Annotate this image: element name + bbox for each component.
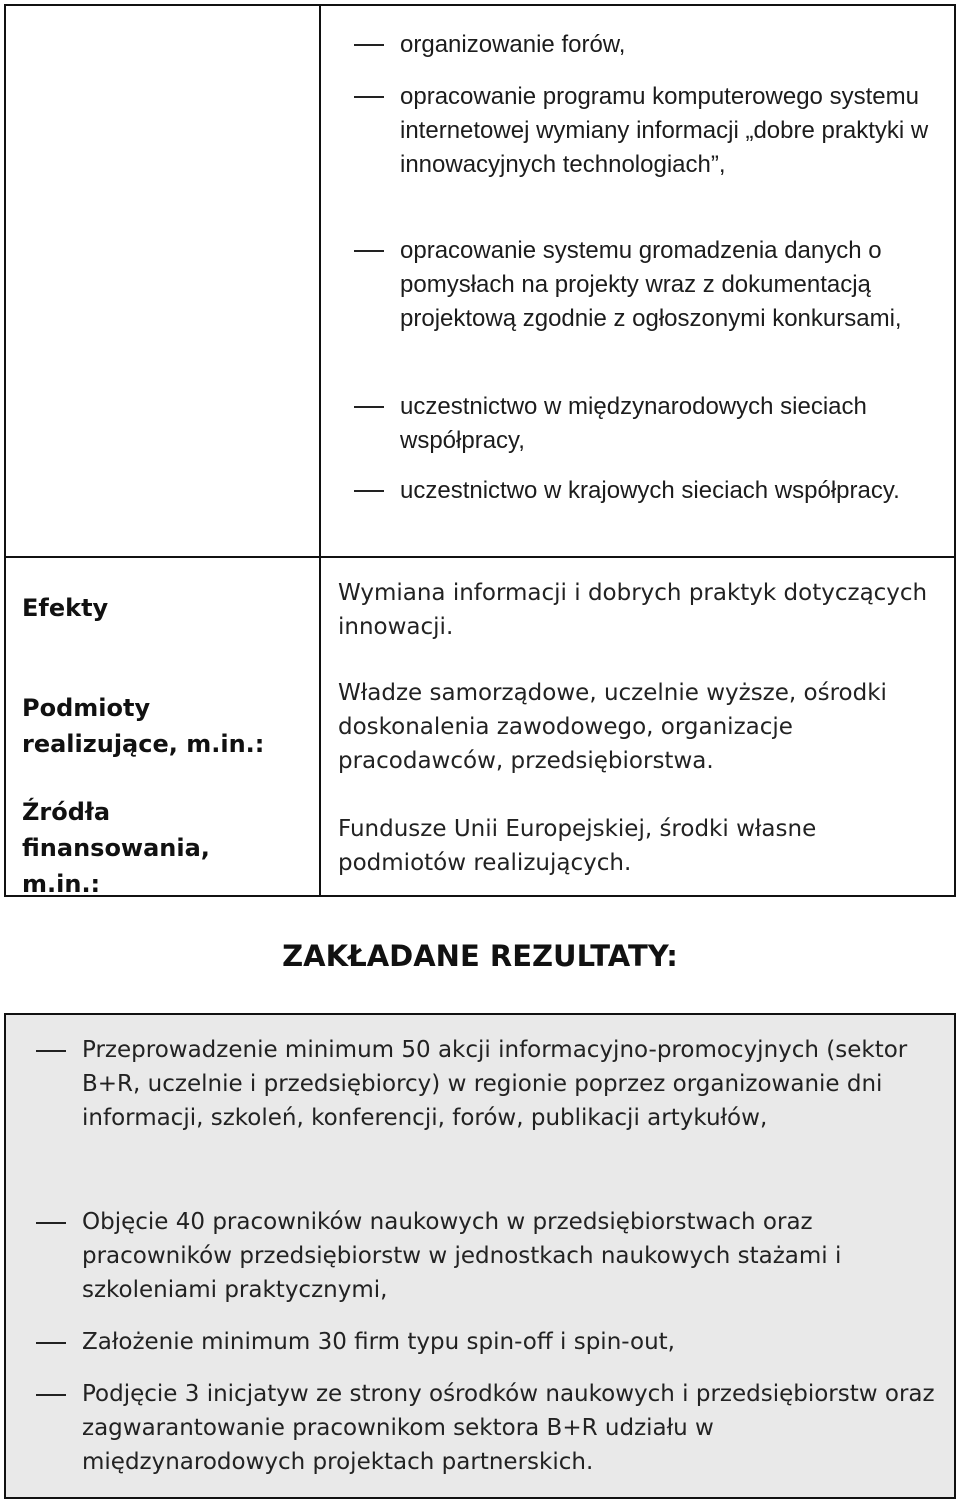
results-box: [4, 1013, 956, 1499]
list-item: [320, 474, 960, 508]
list-item: [82, 1033, 942, 1135]
list-item-text: uczestnictwo w krajowych sieciach współpracy.: [400, 477, 900, 504]
row-divider: [6, 556, 954, 558]
activities-table: [4, 4, 956, 897]
list-item: [320, 234, 960, 336]
dash-icon: [354, 44, 384, 46]
dash-icon: [36, 1394, 66, 1396]
list-item: [320, 390, 960, 458]
list-item: [82, 1205, 942, 1307]
list-item-text: uczestnictwo w międzynarodowych sieciach współpracy,: [400, 393, 867, 454]
dash-icon: [36, 1050, 66, 1052]
list-item: [82, 1325, 942, 1359]
zrodla-label: Źródła finansowania, m.in.:: [22, 798, 210, 898]
list-item: [82, 1377, 942, 1479]
podmioty-text: Władze samorządowe, uczelnie wyższe, ośrodki doskonalenia zawodowego, organizacje pracodawców, przedsiębiorstwa.: [338, 680, 887, 774]
podmioty-label: Podmioty realizujące, m.in.:: [22, 694, 265, 758]
list-item: [320, 80, 960, 182]
list-item-text: organizowanie forów,: [400, 31, 626, 58]
list-item-text: opracowanie systemu gromadzenia danych o pomysłach na projekty wraz z dokumentacją projektową zgodnie z ogłoszonymi konkursami,: [400, 237, 902, 332]
list-item-text: Przeprowadzenie minimum 50 akcji informacyjno-promocyjnych (sektor B+R, uczelnie i przedsiębiorcy) w regionie poprzez organizowanie dni informacji, szkoleń, konferencji, forów, publikacji artykułów,: [82, 1037, 908, 1131]
dash-icon: [354, 96, 384, 98]
list-item-text: Założenie minimum 30 firm typu spin-off i spin-out,: [82, 1329, 675, 1355]
efekty-label: Efekty: [22, 594, 109, 622]
dash-icon: [354, 406, 384, 408]
dash-icon: [36, 1222, 66, 1224]
dash-icon: [36, 1342, 66, 1344]
zrodla-text: Fundusze Unii Europejskiej, środki własne podmiotów realizujących.: [338, 816, 817, 876]
efekty-text: Wymiana informacji i dobrych praktyk dotyczących innowacji.: [338, 580, 928, 640]
dash-icon: [354, 250, 384, 252]
list-item: [320, 28, 960, 62]
list-item-text: opracowanie programu komputerowego systemu internetowej wymiany informacji „dobre praktyki w innowacyjnych technologiach”,: [400, 83, 929, 178]
list-item-text: Objęcie 40 pracowników naukowych w przedsiębiorstwach oraz pracowników przedsiębiorstw w jednostkach naukowych stażami i szkoleniami praktycznymi,: [82, 1209, 842, 1303]
list-item-text: Podjęcie 3 inicjatyw ze strony ośrodków naukowych i przedsiębiorstw oraz zagwarantowanie pracownikom sektora B+R udziału w międzynarodowych projektach partnerskich.: [82, 1381, 935, 1475]
dash-icon: [354, 490, 384, 492]
results-title: ZAKŁADANE REZULTATY:: [282, 939, 678, 973]
